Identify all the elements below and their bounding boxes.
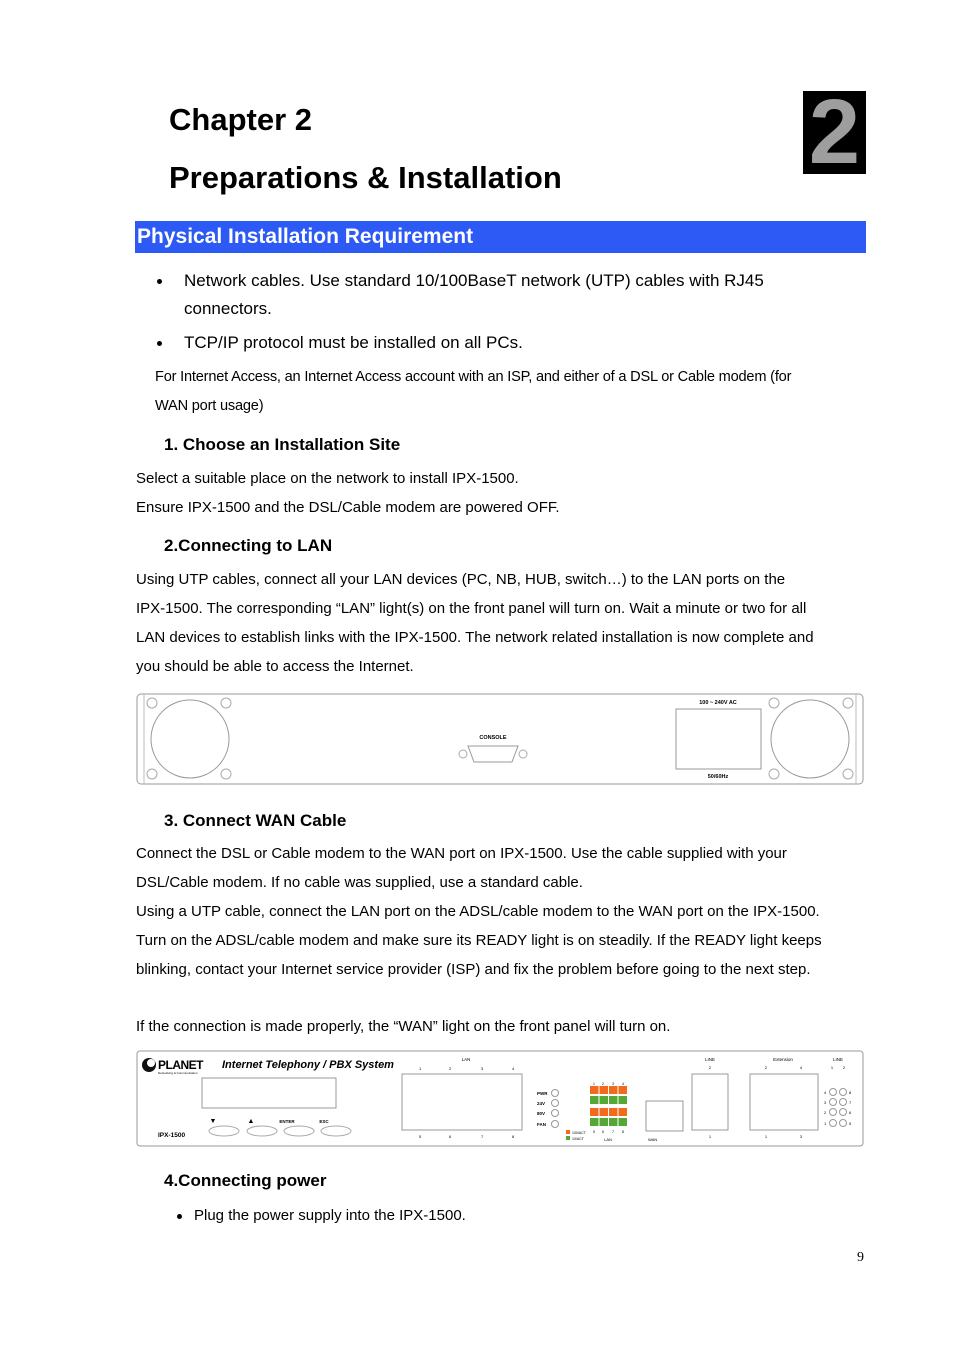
led-number: 7	[849, 1100, 852, 1105]
rear-panel-diagram	[136, 693, 864, 785]
legend-orange-swatch	[566, 1130, 570, 1134]
down-key-icon: ▼	[209, 1118, 217, 1125]
port-number: 1	[708, 1134, 712, 1139]
led-number: 4	[824, 1090, 827, 1095]
step1-heading: 1. Choose an Installation Site	[164, 435, 401, 454]
led-number: 2	[824, 1110, 827, 1115]
step3-text: Connect the DSL or Cable modem to the WAN port on IPX-1500. Use the cable supplied with your DSL/Cable modem. If no cable was supplied, use a standard cable. Using a UTP cable, connect the LAN port on the ADSL/cable modem to the WAN port on the IPX-1500. Turn on the ADSL/cable modem and make sure its READY light is on steadily. If the READY light keeps blinking, contact your Internet service provider (ISP) and fix the problem before going to the next step.	[136, 845, 822, 978]
chapter-label: Chapter 2	[169, 102, 312, 137]
lan-block-label: LAN	[461, 1057, 471, 1062]
front-panel-diagram	[136, 1050, 864, 1147]
enter-key-label: ENTER	[279, 1119, 295, 1124]
section-header	[135, 221, 866, 253]
led-number: 8	[849, 1090, 852, 1095]
port-number: 2	[842, 1065, 846, 1070]
bullet-dot	[157, 341, 162, 346]
line-label: LINE	[704, 1057, 716, 1062]
model-label: IPX-1500	[158, 1132, 186, 1139]
step1-text: Select a suitable place on the network to install IPX-1500. Ensure IPX-1500 and the DSL/Cable modem are powered OFF.	[136, 470, 560, 516]
frequency-label: 50/60Hz	[707, 774, 729, 780]
port-number: 3	[799, 1134, 803, 1139]
line-label: LINE	[832, 1057, 844, 1062]
product-line: Internet Telephony / PBX System	[222, 1059, 394, 1071]
legend-label: 100/ACT	[572, 1131, 586, 1135]
legend-label: 10/ACT	[572, 1137, 584, 1141]
console-label: CONSOLE	[479, 735, 507, 741]
port-number: 1	[764, 1134, 768, 1139]
requirement-item	[184, 267, 874, 323]
led-number: 5	[849, 1121, 852, 1126]
wan-light-note: If the connection is made properly, the “WAN” light on the front panel will turn on.	[136, 1018, 671, 1035]
led-label: PWR	[537, 1091, 548, 1096]
power-bullet	[194, 1205, 466, 1227]
port-number: 8	[512, 1134, 515, 1139]
bullet-dot	[177, 1214, 182, 1219]
up-key-icon: ▲	[247, 1118, 255, 1125]
step2-text: Using UTP cables, connect all your LAN devices (PC, NB, HUB, switch…) to the LAN ports on the IPX-1500. The corresponding “LAN” light(s) on the front panel will turn on. Wait a minute or two for all LAN devices to establish links with the IPX-1500. The network related installation is now complete and you should be able to access the Internet.	[136, 571, 814, 675]
grid-number: 1	[593, 1082, 595, 1086]
grid-number: 5	[593, 1130, 595, 1134]
led-label: FAN	[537, 1122, 546, 1127]
port-number: 1	[830, 1065, 834, 1070]
grid-number: 6	[602, 1130, 604, 1134]
section-title: Physical Installation Requirement	[137, 225, 474, 248]
requirement-line: connectors.	[184, 299, 272, 318]
legend-green-swatch	[566, 1136, 570, 1140]
step3-heading: 3. Connect WAN Cable	[164, 811, 347, 830]
grid-number: 8	[622, 1130, 624, 1134]
led-label: 80V	[537, 1111, 546, 1116]
grid-number: 2	[602, 1082, 604, 1086]
step4-heading: 4.Connecting power	[164, 1171, 327, 1190]
port-number: 4	[512, 1066, 515, 1071]
grid-number: 7	[612, 1130, 614, 1134]
esc-key-label: ESC	[319, 1119, 329, 1124]
brand-tagline: Networking & Communication	[158, 1071, 198, 1075]
port-number: 2	[708, 1065, 712, 1070]
port-number: 7	[481, 1134, 484, 1139]
requirement-item	[184, 329, 874, 357]
brand-name: PLANET	[158, 1058, 203, 1072]
requirement-line: Network cables. Use standard 10/100BaseT network (UTP) cables with RJ45	[184, 271, 764, 290]
requirement-line: TCP/IP protocol must be installed on all PCs.	[184, 333, 523, 352]
port-number: 5	[419, 1134, 422, 1139]
led-label: 24V	[537, 1101, 546, 1106]
led-number: 6	[849, 1110, 852, 1115]
led-number: 1	[824, 1121, 827, 1126]
bullet-dot	[157, 279, 162, 284]
port-number: 2	[764, 1065, 768, 1070]
port-number: 1	[419, 1066, 422, 1071]
port-number: 6	[449, 1134, 452, 1139]
grid-number: 4	[622, 1082, 624, 1086]
led-number: 3	[824, 1100, 827, 1105]
chapter-number-badge: 2	[803, 91, 866, 174]
internet-access-note: For Internet Access, an Internet Access account with an ISP, and either of a DSL or Cable modem (for WAN port usage)	[155, 369, 792, 414]
chapter-title: Preparations & Installation	[169, 160, 562, 195]
power-bullet-text: Plug the power supply into the IPX-1500.	[194, 1207, 466, 1224]
voltage-label: 100 ~ 240V AC	[699, 700, 737, 706]
step2-heading: 2.Connecting to LAN	[164, 536, 333, 555]
page-number: 9	[857, 1250, 864, 1265]
extension-label: Extension	[773, 1057, 793, 1062]
port-number: 2	[449, 1066, 452, 1071]
grid-lan-label: LAN	[604, 1137, 612, 1142]
grid-number: 3	[612, 1082, 614, 1086]
port-number: 3	[481, 1066, 484, 1071]
wan-label: WAN	[648, 1137, 658, 1142]
port-number: 4	[799, 1065, 803, 1070]
